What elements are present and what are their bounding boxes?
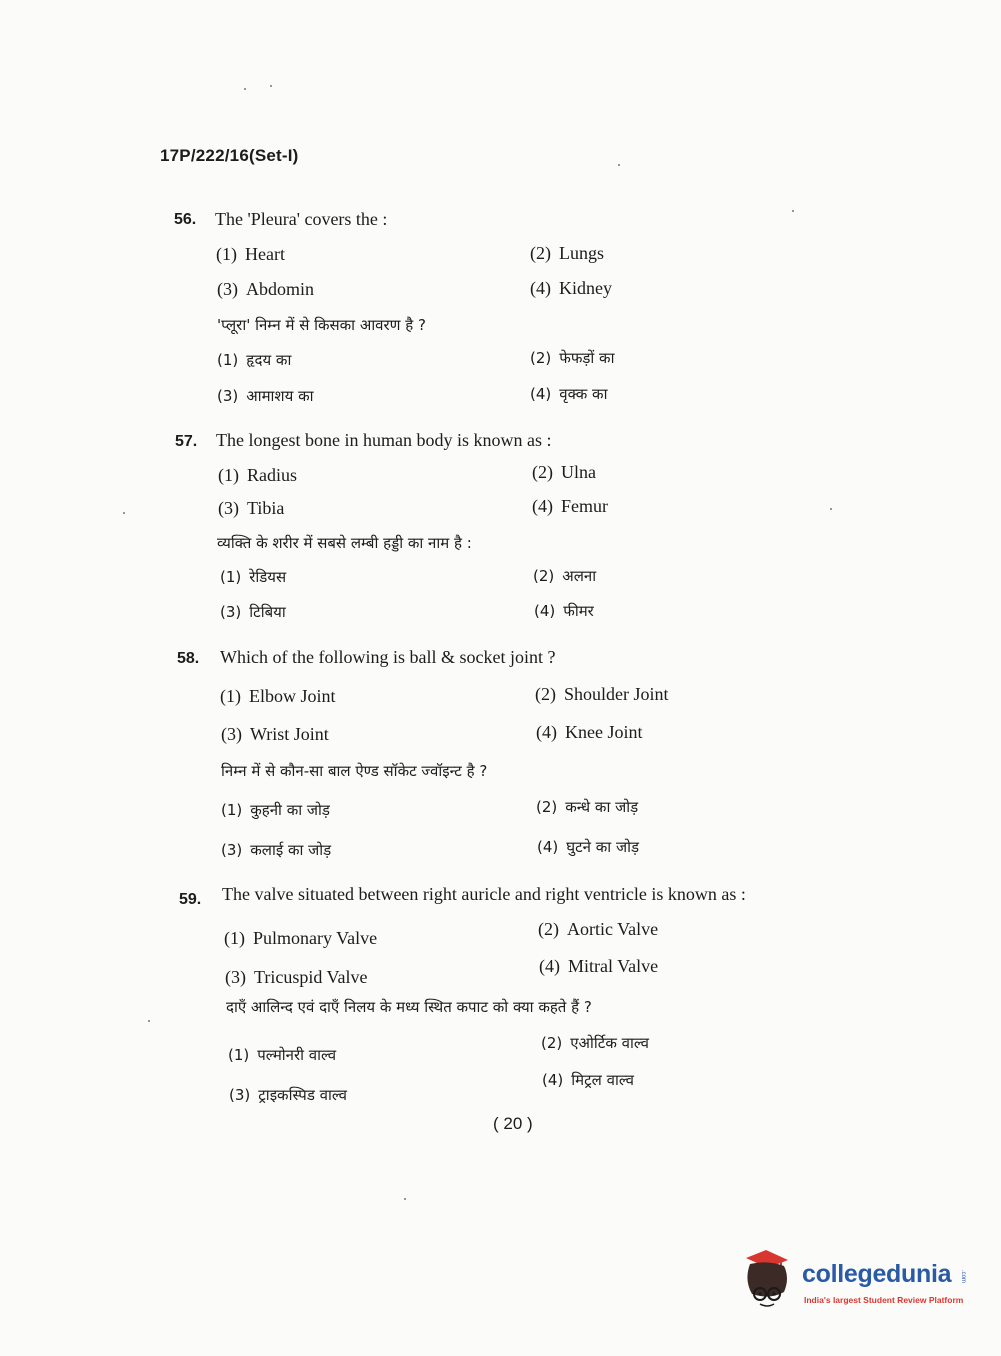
option-hi-3: (3) टिबिया: [220, 603, 286, 621]
question-text-hi: निम्न में से कौन-सा बाल ऐण्ड सॉकेट ज्वॉइन्ट है ?: [221, 762, 488, 780]
scan-speck: [792, 210, 794, 212]
option-en-4: (4) Knee Joint: [536, 722, 643, 742]
scan-speck: [148, 1020, 150, 1022]
option-en-3: (3) Tricuspid Valve: [225, 967, 368, 987]
page-number: ( 20 ): [493, 1114, 533, 1133]
option-hi-3: (3) आमाशय का: [217, 387, 314, 405]
option-en-3: (3) Tibia: [218, 498, 285, 518]
option-hi-4: (4) घुटने का जोड़: [537, 838, 639, 856]
option-hi-3: (3) कलाई का जोड़: [221, 841, 332, 859]
option-hi-2: (2) फेफड़ों का: [530, 349, 615, 367]
option-en-1: (1) Heart: [216, 244, 285, 264]
option-en-4: (4) Mitral Valve: [539, 956, 659, 976]
scan-speck: [270, 85, 272, 87]
option-hi-1: (1) रेडियस: [220, 568, 287, 586]
option-hi-1: (1) हृदय का: [217, 351, 292, 369]
option-hi-4: (4) मिट्रल वाल्व: [542, 1071, 634, 1089]
question-number: 59.: [179, 891, 202, 908]
logo-suffix: .com: [960, 1270, 966, 1284]
scan-speck: [123, 512, 125, 514]
option-en-3: (3) Wrist Joint: [221, 724, 329, 744]
option-hi-4: (4) फीमर: [534, 602, 594, 620]
option-en-2: (2) Lungs: [530, 243, 604, 263]
option-en-2: (2) Aortic Valve: [538, 919, 659, 939]
scan-speck: [244, 88, 246, 90]
question-text-en: The 'Pleura' covers the :: [215, 209, 388, 229]
option-hi-3: (3) ट्राइकस्पिड वाल्व: [229, 1086, 347, 1104]
question-text-hi: व्यक्ति के शरीर में सबसे लम्बी हड्डी का नाम है :: [217, 534, 472, 552]
logo-tagline: India's largest Student Review Platform: [804, 1295, 964, 1305]
question-number: 57.: [175, 433, 198, 450]
option-en-2: (2) Shoulder Joint: [535, 684, 669, 704]
logo-wordmark: collegedunia: [802, 1260, 952, 1288]
option-hi-2: (2) एओर्टिक वाल्व: [541, 1034, 649, 1052]
option-en-1: (1) Pulmonary Valve: [224, 928, 378, 948]
question-text-hi: 'प्लूरा' निम्न में से किसका आवरण है ?: [217, 316, 426, 334]
option-hi-2: (2) अलना: [533, 567, 597, 585]
mascot-icon: [740, 1250, 802, 1312]
option-hi-4: (4) वृक्क का: [530, 385, 608, 403]
option-en-4: (4) Kidney: [530, 278, 612, 298]
paper-code: 17P/222/16(Set-I): [160, 146, 299, 165]
question-number: 56.: [174, 211, 197, 228]
question-text-hi: दाएँ आलिन्द एवं दाएँ निलय के मध्य स्थित कपाट को क्या कहते हैं ?: [226, 998, 592, 1016]
option-hi-2: (2) कन्धे का जोड़: [536, 798, 639, 816]
collegedunia-logo: [740, 1250, 970, 1312]
option-en-4: (4) Femur: [532, 496, 608, 516]
option-hi-1: (1) पल्मोनरी वाल्व: [228, 1046, 337, 1064]
question-number: 58.: [177, 650, 200, 667]
scan-speck: [404, 1198, 406, 1200]
option-en-3: (3) Abdomin: [217, 279, 315, 299]
scan-speck: [830, 508, 832, 510]
question-text-en: The longest bone in human body is known as :: [216, 430, 552, 450]
option-en-2: (2) Ulna: [532, 462, 596, 482]
option-en-1: (1) Elbow Joint: [220, 686, 336, 706]
option-en-1: (1) Radius: [218, 465, 298, 485]
scan-speck: [618, 164, 620, 166]
option-hi-1: (1) कुहनी का जोड़: [221, 801, 330, 819]
question-text-en: Which of the following is ball & socket joint ?: [220, 647, 556, 667]
question-text-en: The valve situated between right auricle and right ventricle is known as :: [222, 884, 746, 904]
